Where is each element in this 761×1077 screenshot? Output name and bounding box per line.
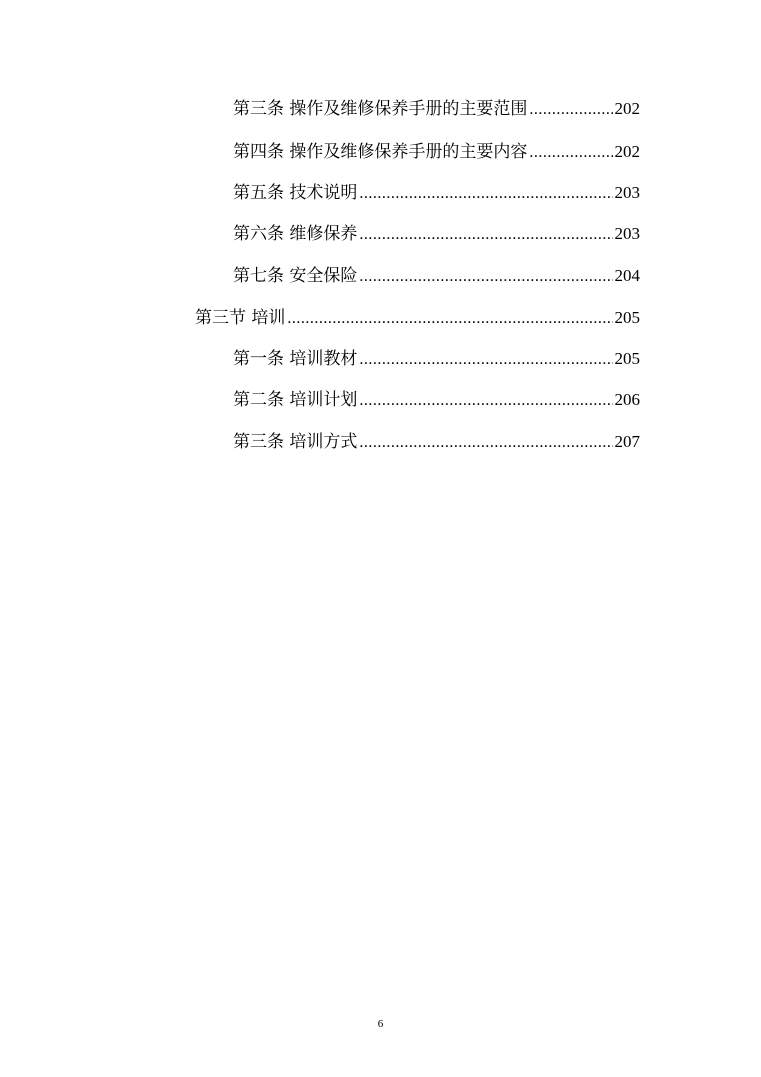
toc-entry[interactable] xyxy=(233,95,640,123)
toc-entry-page: 203 xyxy=(614,224,640,243)
toc-entry-title: 第五条 技术说明 xyxy=(233,183,358,203)
toc-entry-page: 202 xyxy=(614,99,640,118)
toc-entry[interactable] xyxy=(233,386,640,414)
toc-entry-title: 第二条 培训计划 xyxy=(233,390,358,410)
toc-entry-page: 202 xyxy=(614,142,640,161)
toc-entry-title: 第一条 培训教材 xyxy=(233,349,358,369)
toc-entry-page: 205 xyxy=(614,308,640,327)
toc-section-entry[interactable] xyxy=(195,304,640,332)
toc-entry[interactable] xyxy=(233,220,640,248)
toc-leader-dots xyxy=(529,139,612,167)
toc-entry-page: 204 xyxy=(614,266,640,285)
toc-entry-title: 第六条 维修保养 xyxy=(233,224,358,244)
toc-entry[interactable] xyxy=(233,138,640,166)
toc-leader-dots xyxy=(359,180,612,208)
toc-leader-dots xyxy=(359,429,612,457)
toc-entry-title: 第七条 安全保险 xyxy=(233,266,358,286)
toc-entry-title: 第三条 操作及维修保养手册的主要范围 xyxy=(233,99,528,119)
toc-entry-title: 第三条 培训方式 xyxy=(233,432,358,452)
toc-leader-dots xyxy=(287,305,612,333)
toc-leader-dots xyxy=(359,346,612,374)
toc-leader-dots xyxy=(529,96,612,124)
toc-entry-page: 206 xyxy=(614,390,640,409)
toc-entry[interactable] xyxy=(233,179,640,207)
toc-entry[interactable] xyxy=(233,345,640,373)
toc-entry-title: 第三节 培训 xyxy=(195,308,286,328)
toc-leader-dots xyxy=(359,221,612,249)
toc-entry[interactable] xyxy=(233,262,640,290)
page-number: 6 xyxy=(377,1018,384,1030)
toc-entry[interactable] xyxy=(233,428,640,456)
toc-leader-dots xyxy=(359,387,612,415)
toc-leader-dots xyxy=(359,263,612,291)
toc-entry-title: 第四条 操作及维修保养手册的主要内容 xyxy=(233,142,528,162)
toc-entry-page: 205 xyxy=(614,349,640,368)
toc-entry-page: 207 xyxy=(614,432,640,451)
toc-entry-page: 203 xyxy=(614,183,640,202)
